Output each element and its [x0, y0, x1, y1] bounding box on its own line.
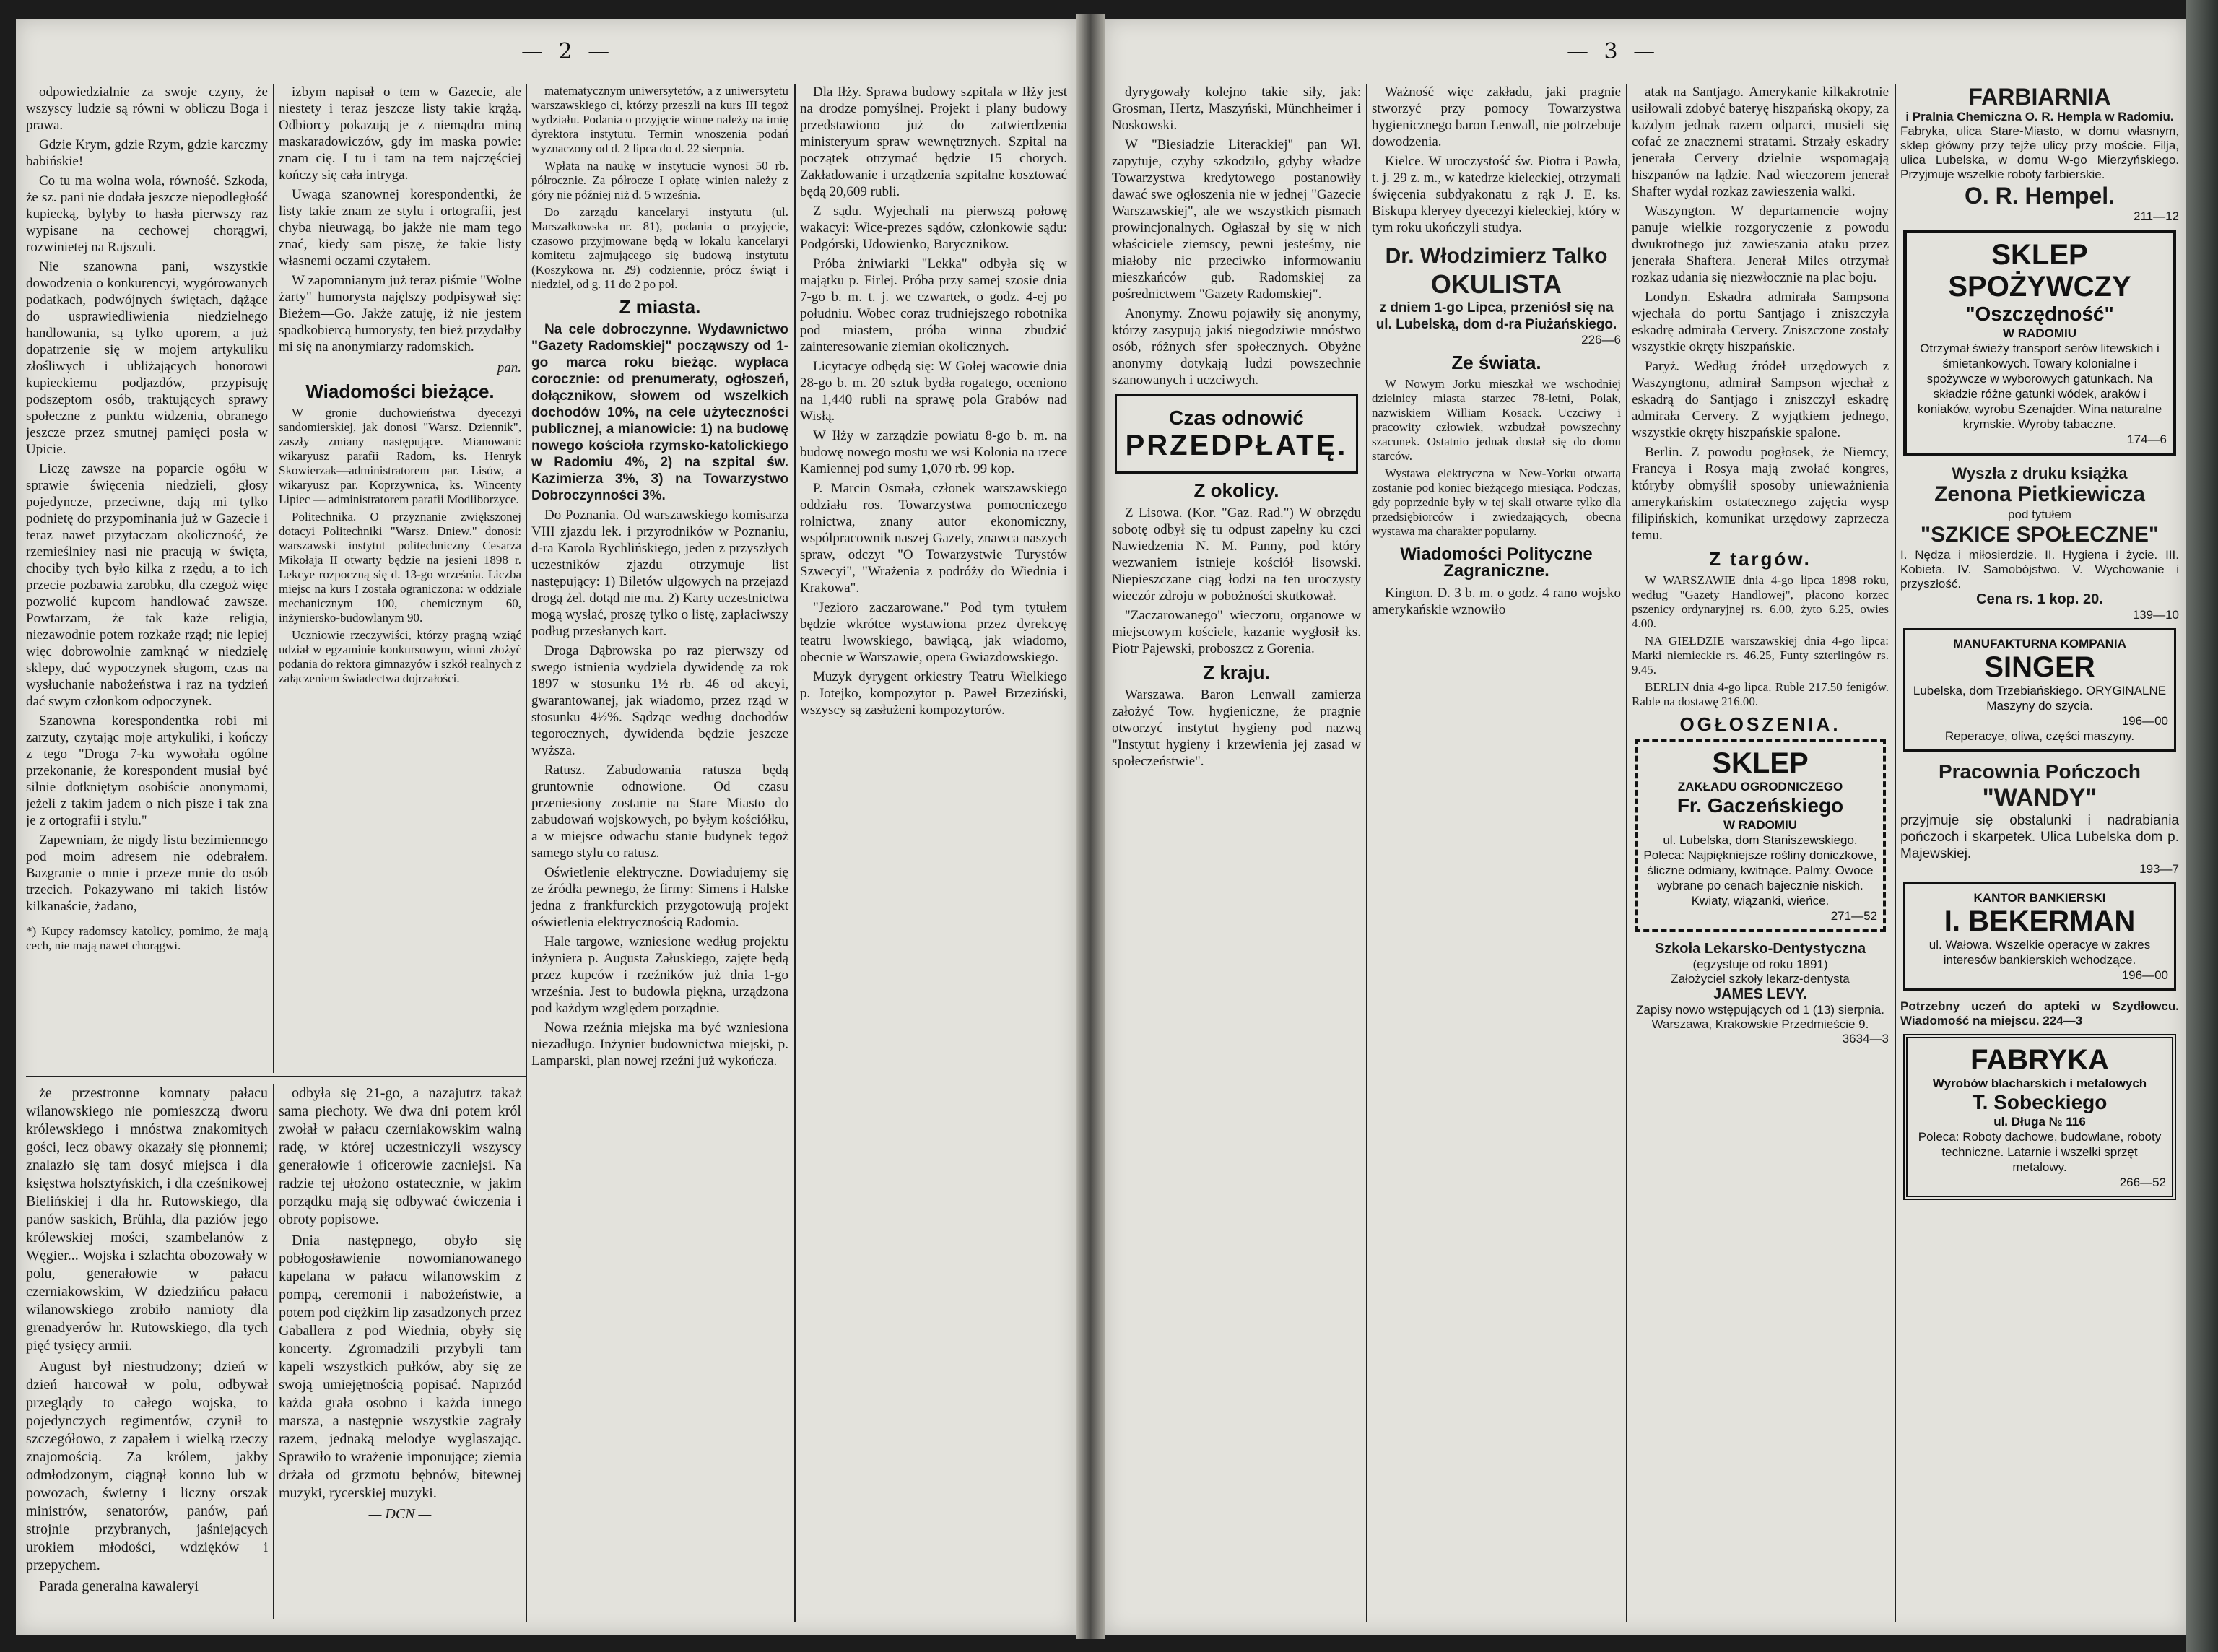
paragraph: Kielce. W uroczystość św. Piotra i Pawła, t. j. 29 z. m., w katedrze kieleckiej, otrzymali święcenia subdyakonatu z rąk J. E. ks. Biskupa kleryey dyecezyi kieleckiej, który w tym roku ukończyli studya.: [1372, 154, 1621, 235]
column-rule: [273, 1084, 274, 1619]
paragraph: Ratusz. Zabudowania ratusza będą gruntownie odnowione. Od czasu przeniesiony zostanie na Stare Miasto do zabudowań wojskowych, po byłym kościółku, a w miejsce odwachu stanie budynek tegoż samego stylu co ratusz.: [531, 762, 788, 861]
ad-title: OKULISTA: [1430, 269, 1562, 299]
grocery-ad: [1903, 230, 2176, 456]
signature: — DCN —: [368, 1506, 432, 1522]
ad-title: SKLEP: [1712, 747, 1809, 779]
paragraph: Droga Dąbrowska po raz pierwszy od swego istnienia wydziela dywidendę za rok 1897 w stosunku 1½ rb. 46 od akcyi, gwarantowanej, jak wiadomo, przez rząd w stosunku 4½%. Sądząc według dochodów tegorocznych, dywidenda będzie jeszcze wyższa.: [531, 643, 788, 758]
ads-heading: OGŁOSZENIA.: [1679, 713, 1841, 735]
paragraph: Do Poznania. Od warszawskiego komisarza VIII zjazdu lek. i przyrodników w Poznaniu, d-ra Karola Rychlińskiego, jeden z przyszłych uczestników zjazdu otrzymuje list następujący: 1) Biletów ulgowych na przejazd drogą żel. dotąd nie ma. 2) Karty uczestnictwa mogą wysłać, proszę tylko o listę, zapłaciwszy podług przesłanych kart.: [531, 508, 788, 639]
singer-ad: [1903, 628, 2176, 752]
paragraph: Z Lisowa. (Kor. "Gaz. Rad.") W obrzędu sobotę odbył się tu odpust zapełny ku czci Nawiedzenia N. M. Panny, pod który wezwaniem istnieje kościół lisowski. Niepieszczane ciąg łodzi na ten uroczysty wieczór zdroju w pobożności skutkował.: [1112, 505, 1361, 604]
ad-top: KANTOR BANKIERSKI: [1973, 891, 2106, 905]
paragraph: Warszawa. Baron Lenwall zamierza założyć Tow. hygieniczne, że pragnie otworzyć instytut hygieny pod nazwą "Instytut hygieny i krzewienia jej zasad w społeczeństwie".: [1112, 687, 1361, 769]
ad-text: ul. Wałowa. Wszelkie operacye w zakres interesów bankierskich wchodzące.: [1928, 938, 2151, 967]
garden-shop-ad: [1635, 739, 1886, 932]
right-page: [1105, 19, 2186, 1635]
paragraph: Uwaga szanownej korespondentki, że listy takie znam ze stylu i ortografii, jest chyba nieuwagą, bo jakże nie mam tego znać, kiedy sam piszę, że takie listy własnemi oczami czytałem.: [279, 187, 521, 269]
ad-title: FABRYKA: [1970, 1044, 2109, 1076]
paragraph: Uczniowie rzeczywiści, którzy pragną wziąć udział w egzaminie konkursowym, winni złożyć podania do rektora gimnazyów i szkół realnych z załączeniem świadectwa dojrzałości.: [279, 628, 521, 685]
paragraph: odpowiedzialnie za swoje czyny, że wszyscy ludzie są równi w obliczu Boga i prawa.: [26, 84, 268, 133]
ad-code: 196—00: [2121, 968, 2168, 982]
paragraph: Co tu ma wolna wola, równość. Szkoda, że sz. pani nie dodała jeszcze niepodległość kupiecką, bylyby to hasła pierwszy raz wypisane na cechowej chorągwi, rozwinietej na Rajszuli.: [26, 173, 268, 255]
ad-code: 266—52: [2119, 1175, 2166, 1189]
ad-code: 174—6: [2127, 432, 2167, 446]
paragraph: Z sądu. Wyjechali na pierwszą połowę wakacyi: Wice-prezes sądów, członkowie sądu: Podgórski, Udowienko, Barycznikow.: [800, 204, 1067, 252]
ad-name: T. Sobeckiego: [1972, 1091, 2108, 1113]
ad-code: 196—00: [2121, 714, 2168, 728]
ads-column: [1900, 84, 2179, 1622]
page-number: — 3 —: [1567, 39, 1660, 64]
ad-line: Wyszła z druku książka: [1952, 464, 2128, 482]
ad-text: Zapisy nowo wstępujących od 1 (13) sierpnia. Warszawa, Krakowskie Przedmieście 9.: [1636, 1003, 1884, 1031]
ad-text: Lubelska, dom Trzebiańskiego. ORYGINALNE Maszyny do szycia.: [1913, 684, 2167, 713]
section-heading: Z miasta.: [619, 296, 701, 318]
footnote: *) Kupcy radomscy katolicy, pomimo, że mają cech, nie mają nawet chorągwi.: [26, 921, 268, 953]
ad-line: SKLEP: [1991, 239, 2088, 271]
paragraph: NA GIEŁDZIE warszawskiej dnia 4-go lipca: Marki niemieckie rs. 46.25, Funty szterlingów rs. 9.45.: [1632, 634, 1889, 677]
paragraph: August był niestrudzony; dzień w dzień harcował w polu, odbywał przeglądy to całego wojska, to pojedynczych regimentów, czynił to szczegółowo, z zapałem i wielką rzeczy znajomością. Za królem, jakby odmłodzonym, ciągnął konno lub w powozach, świetny i liczny orszak ministrów, senatorów, panów, pań strojnie przybranych, jaśniejących urokiem młodości, wdzięków i przepychem.: [26, 1359, 268, 1573]
paragraph: Liczę zawsze na poparcie ogółu w sprawie święcenia niedzieli, głosy pojedyncze, przeciwne, dają mi tylko podnietę do przypominania już w Gazecie i teraz nawet przytaczam okoliczność, że rzemieślniey nasi nie pracują w święta, chociby tych było kilka z rzędu, a to ich przecie pozbawia zarobku, dla czegoż więc pozwolić kupcom handlować zawsze. Powtarzam, że tak każe religia, niezawodnie potem rozkaże rząd; nie lepiej więc dobrowolnie zamknąć w niedzielę sklepy, dać wypoczynek sługom, czas na wysłuchanie nabożeństwa i raz na tydzień dać swym członkom odpoczynek.: [26, 461, 268, 709]
ad-name: O. R. Hempel.: [1964, 183, 2115, 209]
column-rule: [1366, 84, 1367, 1622]
ad-line: pod tytułem: [2008, 508, 2071, 521]
ad-address: ul. Długa № 116: [1993, 1115, 2086, 1129]
ad-code: 211—12: [2133, 209, 2179, 223]
dyeworks-ad: [1900, 84, 2179, 224]
oculist-ad: [1372, 243, 1621, 347]
feuilleton-column-2: [279, 1084, 521, 1619]
column-3: [531, 84, 788, 1614]
column-1: [1112, 84, 1361, 1622]
paragraph: Muzyk dyrygent orkiestry Teatru Wielkiego p. Jotejko, kompozytor p. Paweł Brzeziński, wszyscy są zasłużeni kompozytorów.: [800, 669, 1067, 718]
column-rule: [1895, 84, 1896, 1622]
ad-name: "WANDY": [1982, 784, 2097, 812]
ad-code: 193—7: [2139, 862, 2179, 876]
charity-notice: Na cele dobroczynne. Wydawnictwo "Gazety Radomskiej" począwszy od 1-go marca roku bieżąc. wypłaca corocznie: od prenumeraty, ogłoszeń, dołącznikow, słowem od wszelkich dochodów 10%, na cele użyteczności publicznej, a mianowicie: 1) na budowę nowego kościoła rzymsko-katolickiego w Radomiu 4%, 2) na szpital św. Kazimierza 3%, 3) na Towarzystwo Dobroczynności 3%.: [531, 322, 788, 503]
ad-line: SPOŻYWCZY: [1948, 271, 2131, 303]
paragraph: W "Biesiadzie Literackiej" pan Wł. zapytuje, czyby szkodziło, gdyby władze Towarzystwa kredytowego postanowiły dawać swe ogłoszenia nie w jednej "Gazecie Warszawskiej", ale we wszystkich pismach prowincjonalnych. Ogłaszał by się w nich właściciele ziemscy, pewni jesteśmy, nie miałoby nic przeciwko informowaniu mieszkańców gub. Radomskiej za pośrednictwem "Gazety Radomskiej".: [1112, 137, 1361, 302]
paragraph: W WARSZAWIE dnia 4-go lipca 1898 roku, według "Gazety Handlowej", płacono korzec pszenicy ordynaryjnej rs. 6.00, żyto 6.25, owies 4.00.: [1632, 573, 1889, 630]
factory-ad: [1903, 1034, 2176, 1200]
ad-place: W RADOMIU: [2003, 326, 2076, 340]
column-4: [800, 84, 1067, 1614]
ad-text: Otrzymał świeży transport serów litewskich i śmietankowych. Towary kolonialne i spożywcze w wyborowych gatunkach. Na składzie różne gatunki wódek, araków i koniaków, wyrobu Szenajder. Wina naturalne krymskie. Wyroby tabaczne.: [1917, 342, 2162, 431]
ad-title: "SZKICE SPOŁECZNE": [1920, 523, 2160, 547]
paragraph: W Nowym Jorku mieszkał we wschodniej dzielnicy miasta starzec 78-letni, Polak, nazwiskiem William Kosack. Uczciwy i pracowity człowiek, wzbudzał powszechny szacunek. Ostatnio jednak dostał się do domu starców.: [1372, 377, 1621, 463]
book-ad: [1900, 465, 2179, 622]
ad-top: MANUFAKTURNA KOMPANIA: [1953, 637, 2126, 651]
ad-title: Szkoła Lekarsko-Dentystyczna: [1654, 941, 1866, 957]
ad-code: 271—52: [1830, 909, 1877, 923]
paragraph: W Iłży w zarządzie powiatu 8-go b. m. na budowę nowego mostu we wsi Kolonia na rzece Kamiennej pod sumy 1,070 rb. 99 kop.: [800, 428, 1067, 477]
feuilleton-rule: [26, 1076, 526, 1077]
section-heading: Ze świata.: [1451, 352, 1541, 373]
ad-name: SINGER: [1984, 651, 2095, 683]
section-heading: Wiadomości Polityczne Zagraniczne.: [1400, 544, 1593, 581]
ad-subtitle: ZAKŁADU OGRODNICZEGO: [1677, 780, 1843, 794]
small-notice: Potrzebny uczeń do apteki w Szydłowcu. Wiadomość na miejscu. 224—3: [1900, 999, 2179, 1027]
paragraph: izbym napisał o tem w Gazecie, ale niestety i teraz jeszcze listy takie krążą. Odbiorcy pokazują je z niemądra miną maskaradowiczów, gdy im maska powie: znam cię. I tu i tam na tem najczęściej kończy się cała intryga.: [279, 84, 521, 183]
paragraph: Kington. D. 3 b. m. o godz. 4 rano wojsko amerykańskie wznowiło: [1372, 586, 1621, 617]
ad-subtitle: (egzystuje od roku 1891): [1692, 957, 1828, 971]
paragraph: Dla Iłży. Sprawa budowy szpitala w Iłży jest na drodze pomyślnej. Projekt i plany budowy przedstawiono już do zatwierdzenia ministeryum spraw wewnętrznych. Szpital na początek otrzymać będzie 15 chorych. Zakładowanie i urządzenia szpitalne kosztować będą 20,609 rubli.: [800, 84, 1067, 199]
page-number: — 2 —: [521, 39, 614, 64]
column-rule: [273, 84, 274, 1073]
paragraph: Wystawa elektryczna w New-Yorku otwartą zostanie pod koniec bieżącego miesiąca. Podczas, gdy poprzednie były w tej skali otwarte tylko dla przedsiębiorców i zwiedzających, obecna wystawa ma charakter popularny.: [1372, 466, 1621, 538]
paragraph: "Zaczarowanego" wieczoru, organowe w miejscowym kościele, kazanie wygłosił ks. Piotr Pajewski, proboszcz z Gorenia.: [1112, 608, 1361, 656]
paragraph: Dnia następnego, obyło się pobłogosławienie nowomianowanego kapelana w pałacu wilanowskim z pompą, ceremonii i nabożeństwie, a potem pod ciężkim lip zasadzonych przez Gaballera z pod Wiednia, obyły się koncerty. Zgromadzili przybyli tam kapeli wszystkich pułków, aby się ze swoją umiejętnością popisać. Naprzód każda grała osobno i każda innego marsza, a następnie wszystkie zagrały razem, jednaką melodye wyglaszając. Sprawiło to wrażenie imponujące; ziemia drżała od grzmotu bębnów, bitewnej muzyki, rycerskiej muzyki.: [279, 1233, 521, 1501]
paragraph: Licytacye odbędą się: W Gołej wacowie dnia 28-go b. m. 20 sztuk bydła rogatego, oceniono na 1,440 rubli na sprawę pola Grabów nad Wisłą.: [800, 359, 1067, 424]
ad-text: I. Nędza i miłosierdzie. II. Hygiena i życie. III. Kobieta. IV. Samobójstwo. V. Wychowanie i przyszłość.: [1900, 548, 2179, 591]
ad-line: Czas odnowić: [1169, 407, 1304, 429]
column-2: [1372, 84, 1621, 1622]
ad-code: 3634—3: [1842, 1032, 1889, 1045]
paragraph: W zapomnianym już teraz piśmie "Wolne żarty" humorysta najęlszy podpisywał się: Bieżem—Go. Jakże zatuję, iż nie jestem spadkobiercą humorysty, ten bież przydałby mi się na anonymiarzy radomskich.: [279, 273, 521, 355]
paragraph: Anonymy. Znowu pojawiły się anonymy, którzy zasypują jakiś niegodziwie mnóstwo osób, różnych sfer społecznych. Obyżne anonymy dotykają ludzi powszechnie szanowanych i uczciwych.: [1112, 306, 1361, 388]
section-heading: Z kraju.: [1203, 661, 1270, 683]
book-gutter: [1076, 14, 1105, 1639]
paragraph: P. Marcin Osmała, członek warszawskiego oddziału ros. Towarzystwa pomocniczego rolnictwa, znany autor ekonomiczny, wspólpracownik naszej Gazety, znawca naszych spraw, odczyt "O Towarzystwie Turystów Szwecyi", "Wrażenia z podróży do Wiednia i Krakowa".: [800, 481, 1067, 596]
ad-code: 226—6: [1581, 333, 1621, 347]
paragraph: Szanowna korespondentka robi mi zarzuty, czytając moje artykuliki, i kończy z tego "Droga 7-ka wywołała ogólne przekonanie, że korespondent musiał być silnie dotkniętym osobiście anonymami, jeżeli z takim jadem o nich pisze i tak zna je z ortografii i stylu.": [26, 713, 268, 828]
ad-text: Fabryka, ulica Stare-Miasto, w domu własnym, sklep główny przy tejże ulicy przy moście. Filja, ulica Lubelska, w domu W-go Mierzyńskiego. Przyjmuje wszelkie roboty farbierskie.: [1900, 124, 2179, 181]
column-2: [279, 84, 521, 1073]
paragraph: W gronie duchowieństwa dyecezyi sandomierskiej, jak donosi "Warsz. Dziennik", zaszły zmiany następujące. Mianowani: wikaryusz parafii Radom, ks. Henryk Skowierzak—administratorem par. Lisów, a wikaryusz par. Koprzywnica, ks. Wincenty Lipiec — administratorem parafii Modliborzyce.: [279, 406, 521, 506]
section-heading: Z targów.: [1709, 548, 1812, 570]
ad-name: "Oszczędność": [1965, 303, 2114, 325]
column-rule: [526, 84, 527, 1622]
ad-title: FARBIARNIA: [1968, 84, 2111, 110]
paragraph: matematycznym uniwersytetów, a z uniwersytetu warszawskiego ci, którzy przeszli na kurs III tegoż wydziału. Podania o przyjęcie winne należy na imię dyrektora instytutu. Termin wnoszenia podań wyznaczony od d. 2 lipca do d. 22 sierpnia.: [531, 84, 788, 155]
paragraph: Politechnika. O przyznanie zwiększonej dotacyi Politechniki "Warsz. Dniew." donosi: warszawski instytut politechniczny Cesarza Mikołaja II otwarty będzie na jesieni 1898 r. Lekcye rozpoczną się d. 13-go września. Liczba miejsc na kurs I została ograniczona: w oddziale mechanicznym 100, chemicznym 60, inżyniersko-budowlanym 90.: [279, 510, 521, 625]
subscription-ad: [1115, 394, 1358, 474]
ad-line: Pracownia Pończoch: [1938, 760, 2141, 783]
ad-text: ul. Lubelska, dom Staniszewskiego. Poleca: Najpiękniejsze rośliny doniczkowe, śliczne odmiany, kwitnące. Palmy. Owoce wybrane po cenach bajecznie niskich. Kwiaty, wiązanki, wieńce.: [1643, 833, 1877, 908]
paragraph: BERLIN dnia 4-go lipca. Ruble 217.50 fenigów. Rable na dostawę 216.00.: [1632, 680, 1889, 708]
paragraph: odbyła się 21-go, a nazajutrz takaż sama piechoty. We dwa dni potem król zwołał w pałacu czerniakowskim walną radę, w której uczestniczyli wszyscy generałowie i oficerowie zacniejsi. Na radzie tej ułożono ostatecznie, w jakim porządku mają się odbywać ćwiczenia i obroty popisowe.: [279, 1085, 521, 1227]
ad-headline: PRZEDPŁATĘ.: [1125, 430, 1348, 461]
paragraph: Gdzie Krym, gdzie Rzym, gdzie karczmy babińskie!: [26, 137, 268, 169]
paragraph: Ważność więc zakładu, jaki pragnie stworzyć przy pomocy Towarzystwa hygienicznego baron Lenwall, nie potrzebuje dowodzenia.: [1372, 84, 1621, 149]
ad-name: Fr. Gaczeńskiego: [1676, 794, 1844, 817]
column-rule: [1626, 84, 1627, 1622]
paragraph: Hale targowe, wzniesione według projektu inżyniera p. Augusta Załuskiego, zajęte będą przez kupców i rzeźników już dnia 1-go września. Jest to budowla piękna, urządzona pod każdym względem porządnie.: [531, 934, 788, 1016]
paragraph: Do zarządu kancelaryi instytutu (ul. Marszałkowska nr. 81), podania o przyjęcie, czasowo przyjmowane będą w lokalu kancelaryi komitetu zajmującego się budową instytutu (Koszykowa nr. 29) codziennie, prócz świąt i niedziel, od g. 11 do 2 po poł.: [531, 205, 788, 291]
ad-text: z dniem 1-go Lipca, przeniósł się na ul. Lubelską, dom d-ra Piużańskiego.: [1375, 300, 1617, 332]
paragraph: Paryż. Według źródeł urzędowych z Waszyngtonu, admirał Sampson wjechał z eskadrą do Santjago i zniszczył eskadrę admirała Cervery. Z wyjątkiem jednego, wszystkie okręty hiszpańskie spalone.: [1632, 359, 1889, 440]
ad-code: 139—10: [2132, 608, 2179, 622]
paragraph: Berlin. Z powodu pogłosek, że Niemcy, Francya i Rosya mają zwołać kongres, któryby obmyślił sposoby unieważnienia amerykańskim ostatecznego zajęcia wysp filipińskich, komunikat urzędowy zaprzecza temu.: [1632, 445, 1889, 543]
paragraph: Zapewniam, że nigdy listu bezimiennego pod moim adresem nie odebrałem. Bazgranie o mnie i przeze mnie do osób trzecich. Pokazywano mi takich listów kilkanaście, żadano,: [26, 832, 268, 914]
ad-subtitle: Wyrobów blacharskich i metalowych: [1932, 1077, 2147, 1090]
feuilleton-column-1: [26, 1084, 268, 1619]
section-heading: Wiadomości bieżące.: [305, 381, 495, 402]
paragraph: "Jezioro zaczarowane." Pod tym tytułem będzie wkrótce wystawiona przez dyrekcyę teatru lwowskiego, bawiącą, jak wiadomo, obecnie w Warszawie, opera Gwiazdowskiego.: [800, 600, 1067, 665]
paragraph: dyrygowały kolejno takie siły, jak: Grosman, Hertz, Maszyński, Münchheimer i Noskowski.: [1112, 84, 1361, 133]
paragraph: Próba żniwiarki "Lekka" odbyła się w majątku p. Firlej. Próba przy samej szosie dnia 7-go b. m. t. j. we czwartek, o godz. 4-ej po południu. Wobec coraz trudniejszego robotnika pod miastem, próba winna zbudzić zainteresowanie ziemian okolicznych.: [800, 256, 1067, 355]
column-rule: [794, 84, 796, 1622]
column-3: [1632, 84, 1889, 1622]
ad-name: Dr. Włodzimierz Talko: [1385, 244, 1608, 268]
ad-text: Poleca: Roboty dachowe, budowlane, roboty techniczne. Latarnie i wszelki sprzęt metalowy.: [1918, 1130, 2162, 1174]
paragraph: Oświetlenie elektryczne. Dowiadujemy się ze źródła pewnego, że firmy: Simens i Halske jedna z frankfurckich przygotowują projekt oświetlenia elektrycznością Radomia.: [531, 865, 788, 930]
ad-subtitle: Reperacye, oliwa, części maszyny.: [1944, 729, 2135, 743]
dental-school-ad: [1632, 941, 1889, 1046]
paragraph: atak na Santjago. Amerykanie kilkakrotnie usiłowali zdobyć bateryę hiszpańską okopy, za każdym jednak razem odparci, musieli się cofać ze znacznemi stratami. Strzały eskadry jenerała Cervery dzielnie wspomagają hiszpanów na lądzie. Nad wieczorem jenerał Shafter wydał rozkaz zawieszenia walki.: [1632, 84, 1889, 199]
bank-ad: [1903, 882, 2176, 991]
ad-place: W RADOMIU: [1723, 818, 1797, 832]
paragraph: Wpłata na naukę w instytucie wynosi 50 rb. półrocznie. Za półrocze I opłatę winien należy z góry nie później niż d. 5 września.: [531, 159, 788, 201]
paragraph: Waszyngton. W departamencie wojny panuje wielkie rozgoryczenie z powodu dwukrotnego już zawieszania ataku przez jenerała Shaftera. Jenerał Miles otrzymał rozkaz udania się niezwłocznie na plac boju.: [1632, 204, 1889, 285]
paragraph: Parada generalna kawaleryi: [39, 1578, 199, 1594]
ad-name: I. BEKERMAN: [1944, 905, 2136, 937]
paragraph: Nowa rzeźnia miejska ma być wzniesiona niezadługo. Inżynier budownictwa miejski, p. Lamparski, plan nowej rzeźni już wykończa.: [531, 1020, 788, 1069]
ad-subtitle: i Pralnia Chemiczna O. R. Hempla w Radomiu.: [1905, 110, 2174, 123]
paragraph: Londyn. Eskadra admirała Sampsona wjechała do portu Santjago i zniszczyła eskadrę admirała Cervery. Zniszczone zostały wszystkie okręty hiszpańskie.: [1632, 290, 1889, 355]
column-1: [26, 84, 268, 1037]
ad-name: JAMES LEVY.: [1713, 986, 1808, 1002]
ad-text: przyjmuje się obstalunki i nadrabiania pończoch i skarpetek. Ulica Lubelska dom p. Majewskiej.: [1900, 813, 2179, 861]
ad-price: Cena rs. 1 kop. 20.: [1976, 591, 2103, 607]
paragraph: Nie szanowna pani, wszystkie dowodzenia o konkurencyi, wygórowanych podatkach, podwójnych świętach, dążące do usprawiedliwienia niedzielnego handlowania, są tylko uporem, a już dopatrzenie się w mojem artykuliku złośliwych i ubliżających honorowi kupieckiemu podjazdów, przypisuję podszeptom osób, traktujących sprawy społeczne z punktu widzenia, obranego jeszcze przez smutnej pamięci posła w Upicie.: [26, 259, 268, 457]
section-heading: Z okolicy.: [1193, 479, 1279, 501]
paragraph: że przestronne komnaty pałacu wilanowskiego nie pomieszczą dworu królewskiego i mnóstwa znakomitych gości, lecz obawy okazały się płonnemi; znalazło się tam dosyć miejsca i dla księstwa holsztyńskich, i dla cześnikowej Bielińskiej i dla hr. Rutowskiego, dla panów saskich, Brühla, dla paziów jego królewskiej mości, szambelanów z Węgier... Wojska i szlachta obozowały w polu, generałowie w pałacu czerniakowskim, W dziedzińcu pałacu wilanowskiego zrobiło namioty dla grenadyerów hr. Rutowskiego, dla tych pięć tysięcy armii.: [26, 1085, 268, 1354]
ad-line: Założyciel szkoły lekarz-dentysta: [1671, 972, 1850, 986]
stockings-ad: [1900, 760, 2179, 877]
book-edge: [2186, 0, 2218, 1652]
left-page: [16, 19, 1076, 1635]
signature: pan.: [497, 360, 521, 375]
ad-author: Zenona Pietkiewicza: [1934, 482, 2145, 506]
